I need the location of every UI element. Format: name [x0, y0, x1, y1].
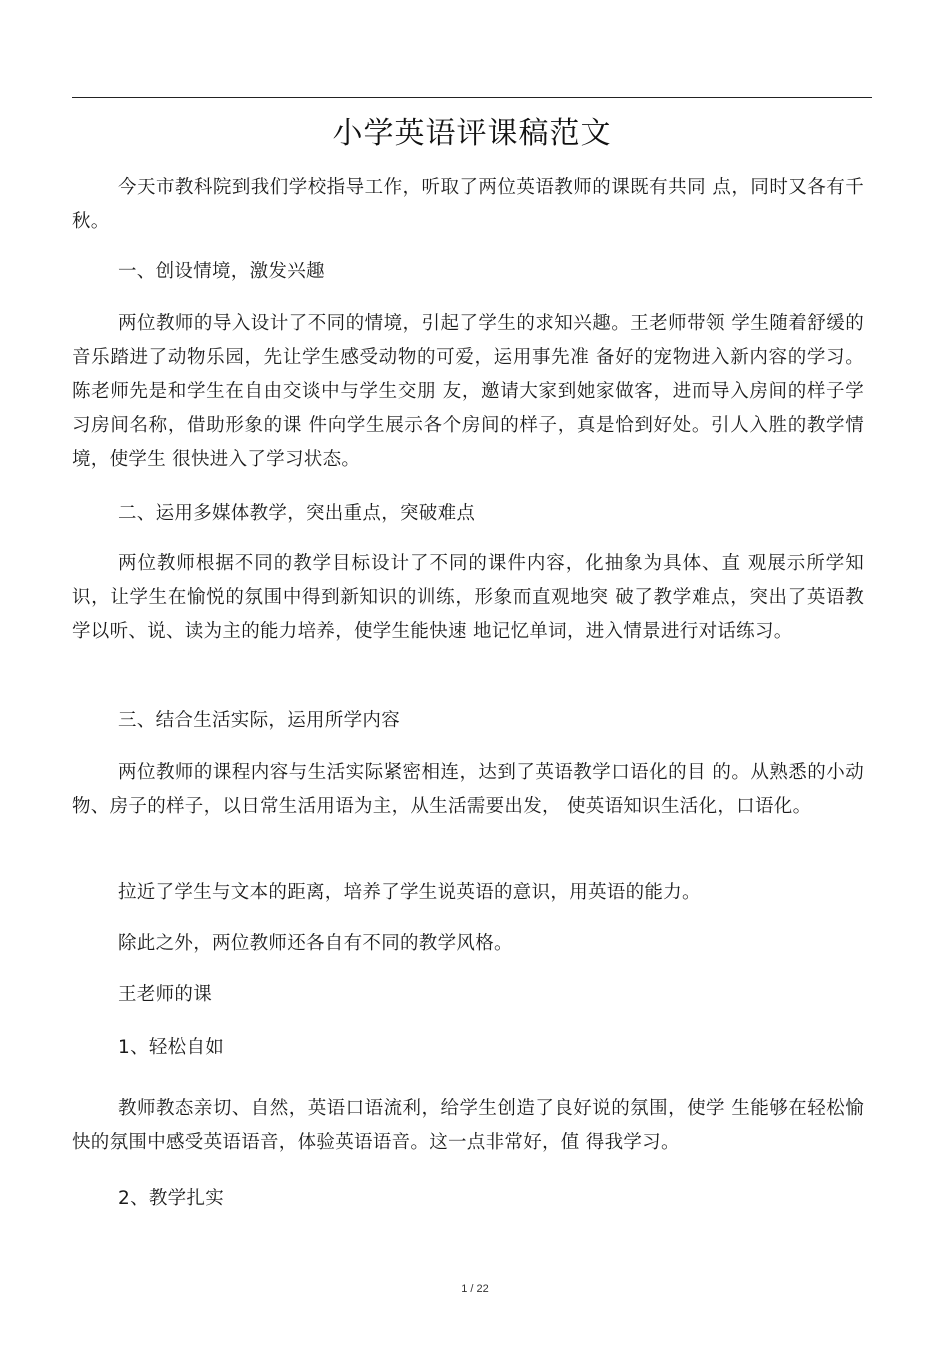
section-heading-3: 三、结合生活实际，运用所学内容	[118, 710, 401, 731]
paragraph-item-1: 教师教态亲切、自然，英语口语流利，给学生创造了良好说的氛围，使学 生能够在轻松愉快的氛围中感受英语语音，体验英语语音。这一点非常好，值 得我学习。	[72, 1098, 864, 1153]
item-heading-2: 2、教学扎实	[118, 1188, 225, 1209]
paragraph-distance: 拉近了学生与文本的距离，培养了学生说英语的意识，用英语的能力。	[118, 882, 701, 903]
item-heading-1: 1、轻松自如	[118, 1037, 225, 1058]
subheading-wang-class: 王老师的课	[118, 984, 213, 1005]
paragraph-section-2: 两位教师根据不同的教学目标设计了不同的课件内容，化抽象为具体、直 观展示所学知识，让学生在愉悦的氛围中得到新知识的训练，形象而直观地突 破了教学难点，突出了英语教学以听、说、读为主的能力培养，使学生能快速 地记忆单词，进入情景进行对话练习。	[72, 553, 864, 642]
paragraph-section-1: 两位教师的导入设计了不同的情境，引起了学生的求知兴趣。王老师带领 学生随着舒缓的音乐踏进了动物乐园，先让学生感受动物的可爱，运用事先准 备好的宠物进入新内容的学习。陈老师先是和学生在自由交谈中与学生交朋 友，邀请大家到她家做客，进而导入房间的样子学习房间名称，借助形象的课 件向学生展示各个房间的样子，真是恰到好处。引人入胜的教学情境，使学生 很快进入了学习状态。	[72, 313, 864, 470]
page-number: 1 / 22	[461, 1283, 489, 1295]
section-heading-1: 一、创设情境，激发兴趣	[118, 261, 325, 282]
paragraph-section-3: 两位教师的课程内容与生活实际紧密相连，达到了英语教学口语化的目 的。从熟悉的小动物、房子的样子，以日常生活用语为主，从生活需要出发， 使英语知识生活化，口语化。	[72, 762, 864, 817]
paragraph-styles: 除此之外，两位教师还各自有不同的教学风格。	[118, 933, 513, 954]
section-heading-2: 二、运用多媒体教学，突出重点，突破难点	[118, 503, 476, 524]
paragraph-intro: 今天市教科院到我们学校指导工作，听取了两位英语教师的课既有共同 点，同时又各有千秋。	[72, 177, 864, 232]
document-title: 小学英语评课稿范文	[332, 116, 612, 151]
header-rule	[72, 97, 872, 98]
